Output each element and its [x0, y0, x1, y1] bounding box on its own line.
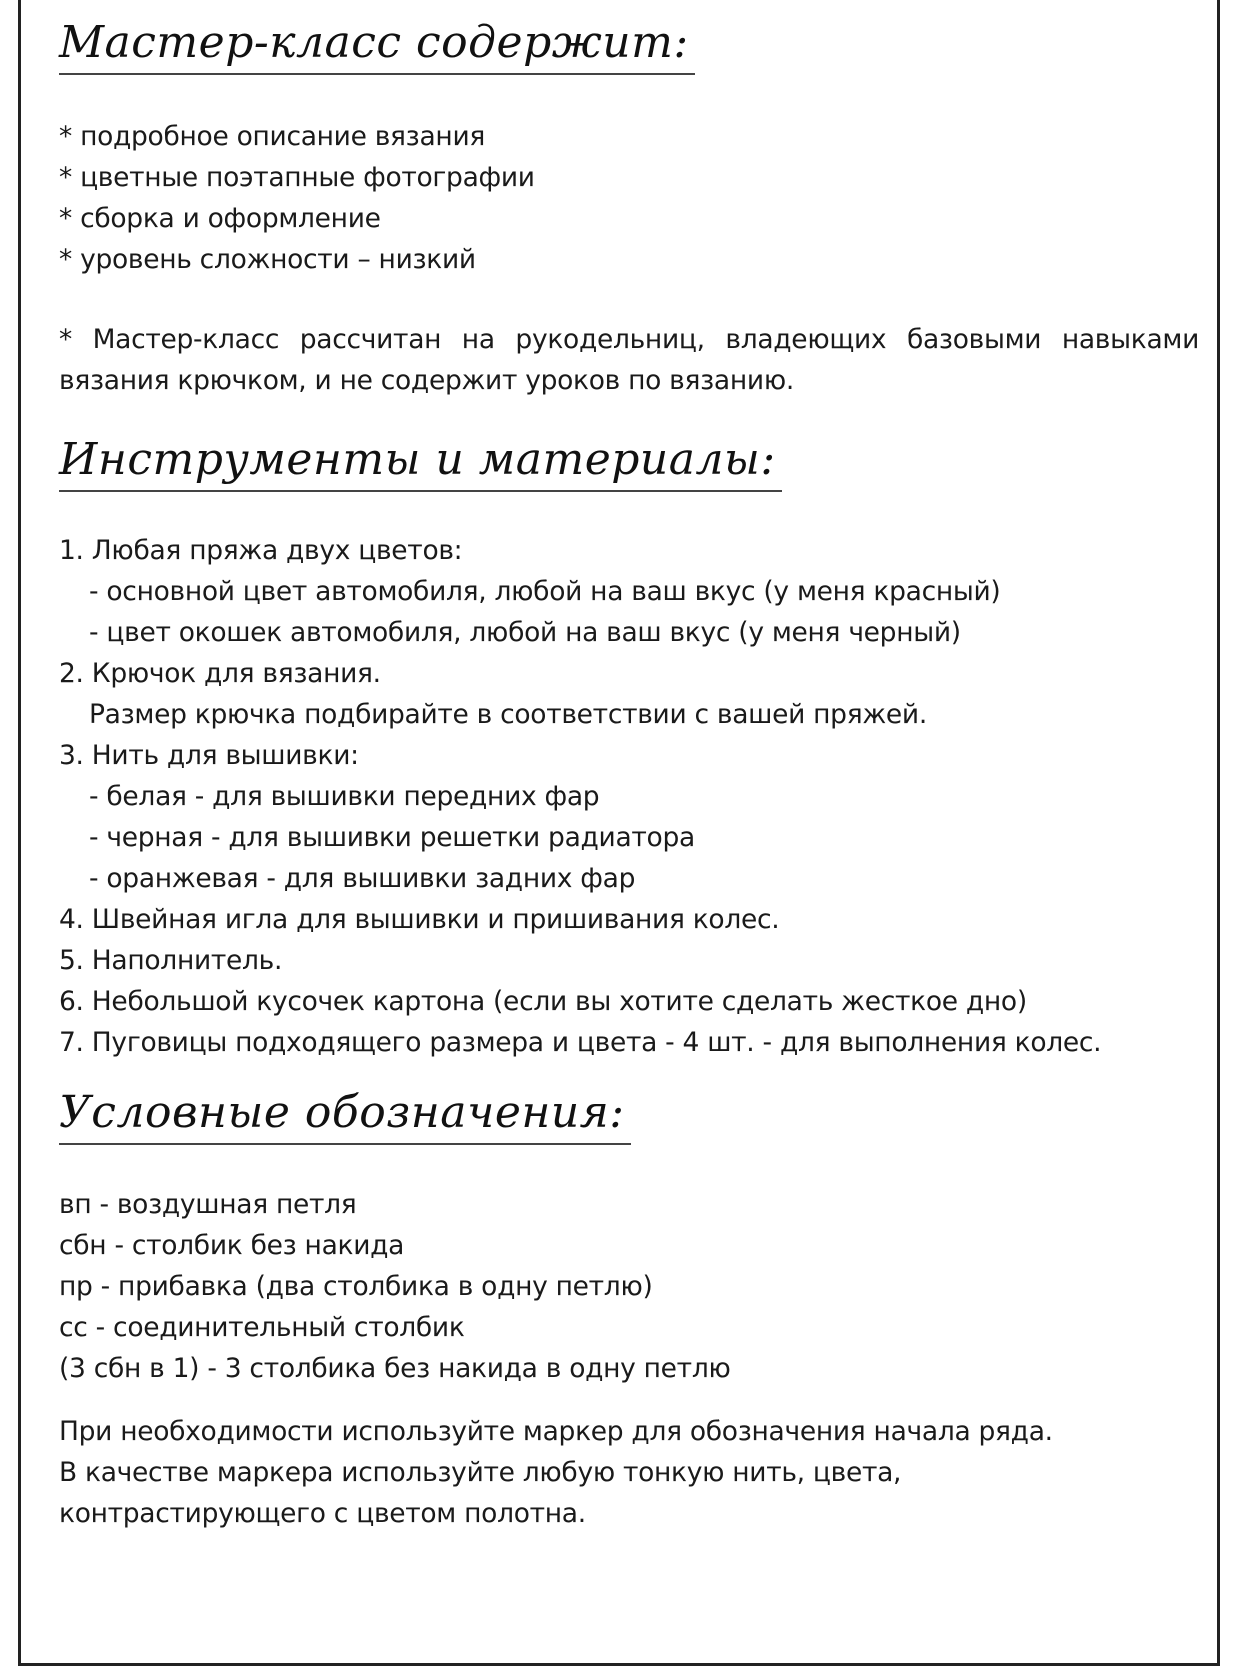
section-title: Инструменты и материалы: — [59, 434, 776, 485]
list-item: (3 сбн в 1) - 3 столбика без накида в одну петлю — [59, 1353, 731, 1384]
list-subitem: Размер крючка подбирайте в соответствии с вашей пряжей. — [89, 699, 927, 730]
list-item: * уровень сложности – низкий — [59, 244, 476, 275]
list-item: 6. Небольшой кусочек картона (если вы хотите сделать жесткое дно) — [59, 986, 1027, 1017]
list-subitem: - оранжевая - для вышивки задних фар — [89, 863, 636, 894]
legend-list — [59, 1184, 1199, 1389]
paragraph-line: При необходимости используйте маркер для обозначения начала ряда. — [59, 1416, 1053, 1447]
contents-list — [59, 116, 1199, 280]
list-item: сс - соединительный столбик — [59, 1312, 465, 1343]
list-item: вп - воздушная петля — [59, 1189, 357, 1220]
list-subitem: - черная - для вышивки решетки радиатора — [89, 822, 695, 853]
list-item: 4. Швейная игла для вышивки и пришивания колес. — [59, 904, 780, 935]
section-heading-materials — [59, 434, 776, 486]
section-title: Условные обозначения: — [59, 1087, 625, 1138]
list-item: 2. Крючок для вязания. — [59, 658, 381, 689]
heading-underline — [59, 1143, 631, 1145]
section-heading-contents — [59, 17, 689, 69]
section-heading-legend — [59, 1087, 625, 1139]
legend-note — [59, 1411, 1199, 1534]
page-frame — [18, 0, 1220, 1666]
heading-underline — [59, 73, 695, 75]
list-item: * цветные поэтапные фотографии — [59, 162, 535, 193]
list-subitem: - основной цвет автомобиля, любой на ваш вкус (у меня красный) — [89, 576, 1001, 607]
list-item: 3. Нить для вышивки: — [59, 740, 359, 771]
list-item: 5. Наполнитель. — [59, 945, 283, 976]
list-item: 1. Любая пряжа двух цветов: — [59, 535, 463, 566]
heading-underline — [59, 490, 782, 492]
contents-note: * Мастер-класс рассчитан на рукодельниц, владеющих базовыми навыками вязания крючком, и не содержит уроков по вязанию. — [59, 324, 1199, 396]
list-item: пр - прибавка (два столбика в одну петлю) — [59, 1271, 653, 1302]
list-item: * сборка и оформление — [59, 203, 381, 234]
materials-list — [59, 530, 1199, 1063]
list-item: * подробное описание вязания — [59, 121, 486, 152]
list-subitem: - белая - для вышивки передних фар — [89, 781, 600, 812]
list-item: сбн - столбик без накида — [59, 1230, 405, 1261]
list-item: 7. Пуговицы подходящего размера и цвета - 4 шт. - для выполнения колес. — [59, 1027, 1102, 1058]
paragraph-line: контрастирующего с цветом полотна. — [59, 1498, 586, 1529]
list-subitem: - цвет окошек автомобиля, любой на ваш вкус (у меня черный) — [89, 617, 961, 648]
paragraph-line: В качестве маркера используйте любую тонкую нить, цвета, — [59, 1457, 902, 1488]
section-title: Мастер-класс содержит: — [59, 17, 689, 68]
